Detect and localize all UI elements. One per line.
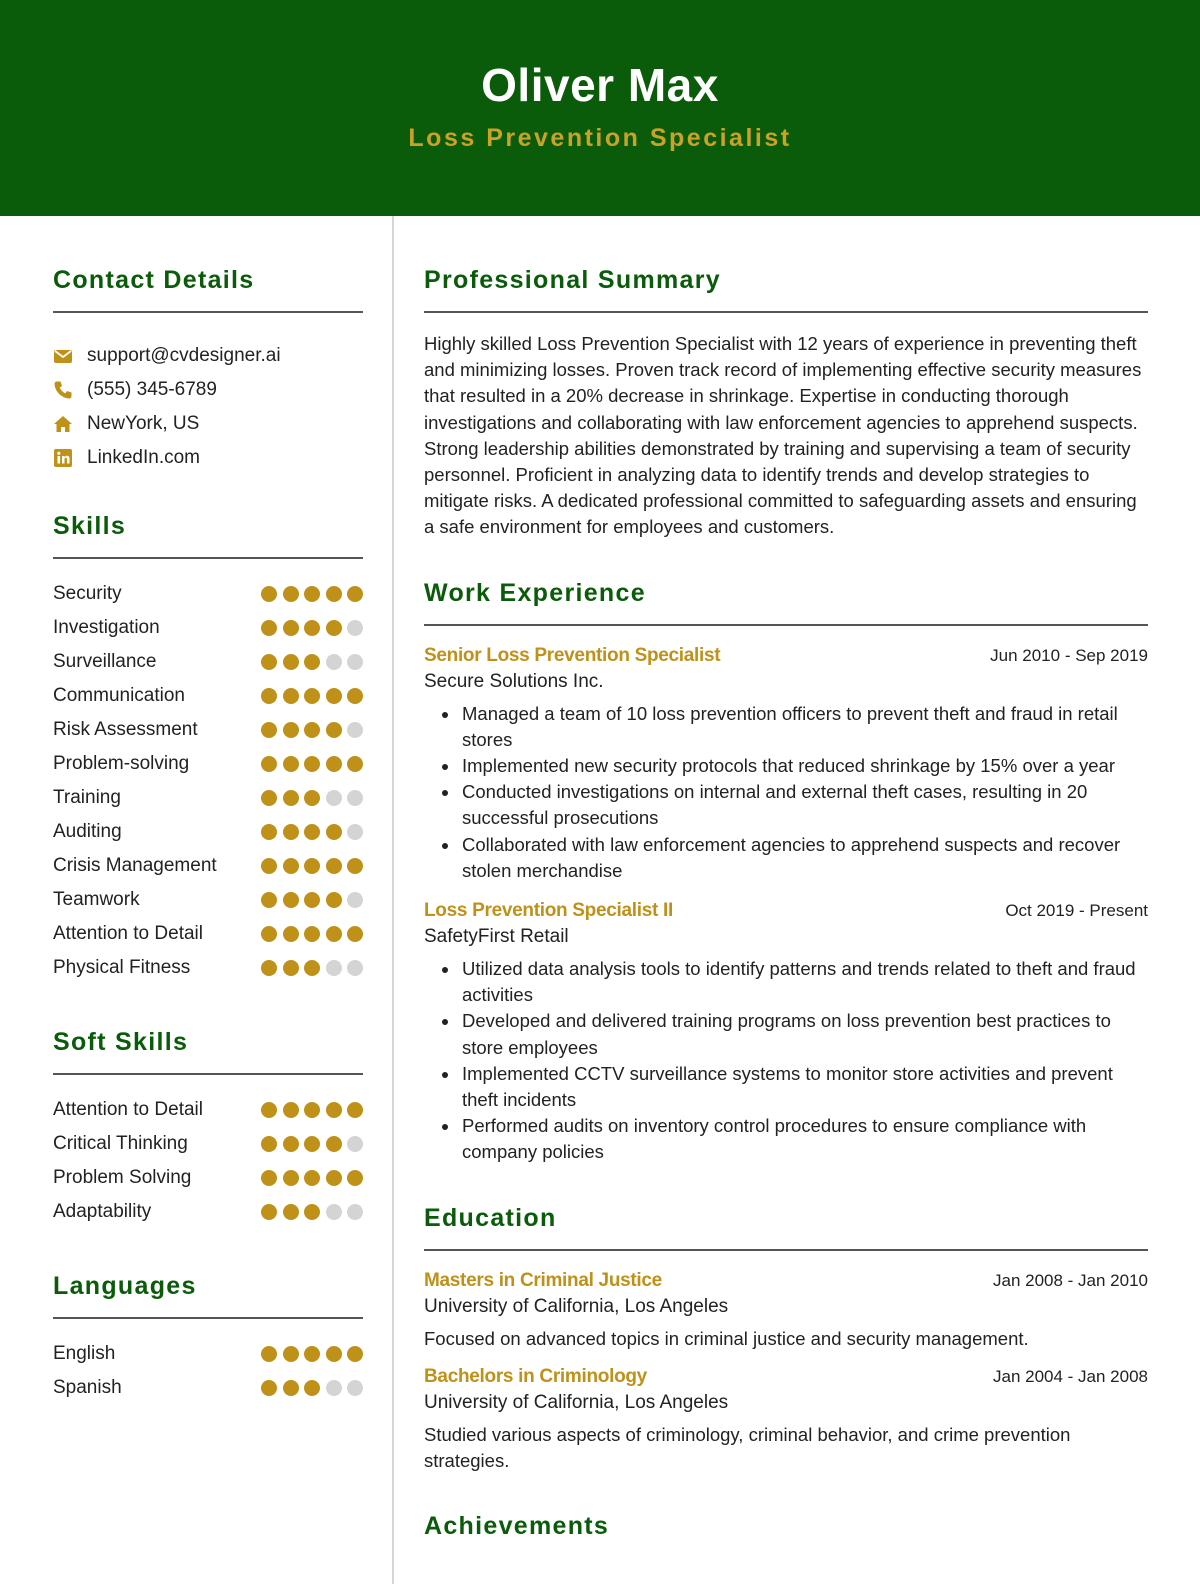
rating-dot-filled <box>326 824 342 840</box>
skill-rating <box>261 620 363 636</box>
job-title: Senior Loss Prevention Specialist <box>424 644 721 666</box>
skill-rating <box>261 1102 363 1118</box>
contact-list <box>53 339 363 475</box>
contact-email-text[interactable]: support@cvdesigner.ai <box>87 345 281 366</box>
rating-dot-filled <box>283 654 299 670</box>
skill-name: Training <box>53 787 121 808</box>
skill-rating <box>261 926 363 942</box>
soft-skills-section <box>53 1028 363 1229</box>
rating-dot-filled <box>304 892 320 908</box>
skill-row <box>53 849 363 883</box>
skill-row <box>53 1127 363 1161</box>
contact-phone[interactable] <box>53 373 363 407</box>
home-icon <box>53 414 73 434</box>
rating-dot-empty <box>347 892 363 908</box>
skill-name: Auditing <box>53 821 122 842</box>
rating-dot-filled <box>304 790 320 806</box>
rating-dot-filled <box>261 688 277 704</box>
section-title-education: Education <box>424 1203 557 1232</box>
rating-dot-filled <box>326 756 342 772</box>
rating-dot-filled <box>261 586 277 602</box>
job-bullet: Implemented new security protocols that reduced shrinkage by 15% over a year <box>438 753 1148 779</box>
skill-name: English <box>53 1343 116 1364</box>
rating-dot-filled <box>283 926 299 942</box>
rating-dot-filled <box>283 1170 299 1186</box>
rating-dot-filled <box>283 824 299 840</box>
rating-dot-filled <box>283 620 299 636</box>
education-section <box>424 1204 1148 1475</box>
skill-rating <box>261 722 363 738</box>
skill-name: Physical Fitness <box>53 957 191 978</box>
rating-dot-filled <box>261 926 277 942</box>
rating-dot-filled <box>283 688 299 704</box>
skill-row <box>53 679 363 713</box>
rating-dot-filled <box>326 926 342 942</box>
skill-name: Problem Solving <box>53 1167 192 1188</box>
education-entry <box>424 1366 1148 1474</box>
rating-dot-filled <box>326 1170 342 1186</box>
skill-name: Crisis Management <box>53 855 217 876</box>
section-title-languages: Languages <box>53 1272 197 1300</box>
skill-rating <box>261 688 363 704</box>
job-bullet: Collaborated with law enforcement agencies to apprehend suspects and recover stolen merchandise <box>438 832 1148 884</box>
left-column <box>53 216 363 1405</box>
skill-rating <box>261 1380 363 1396</box>
rating-dot-empty <box>326 1380 342 1396</box>
rating-dot-filled <box>347 1170 363 1186</box>
rating-dot-filled <box>283 858 299 874</box>
skill-row <box>53 1337 363 1371</box>
rating-dot-filled <box>261 790 277 806</box>
envelope-icon <box>53 346 73 366</box>
rating-dot-filled <box>326 1136 342 1152</box>
section-rule <box>424 1249 1148 1251</box>
rating-dot-filled <box>261 1136 277 1152</box>
column-divider <box>392 216 394 1584</box>
rating-dot-filled <box>283 1380 299 1396</box>
skill-row <box>53 1161 363 1195</box>
skill-name: Problem-solving <box>53 753 190 774</box>
resume-header <box>0 0 1200 216</box>
job-bullet: Implemented CCTV surveillance systems to monitor store activities and prevent theft incidents <box>438 1061 1148 1113</box>
skill-rating <box>261 756 363 772</box>
skill-name: Risk Assessment <box>53 719 198 740</box>
rating-dot-filled <box>261 1170 277 1186</box>
skills-section <box>53 512 363 985</box>
languages-section <box>53 1272 363 1405</box>
job-bullets <box>424 701 1148 884</box>
skill-rating <box>261 960 363 976</box>
skill-name: Adaptability <box>53 1201 152 1222</box>
rating-dot-empty <box>326 654 342 670</box>
job-company: Secure Solutions Inc. <box>424 670 604 692</box>
rating-dot-filled <box>304 1136 320 1152</box>
skill-row <box>53 815 363 849</box>
skill-rating <box>261 1204 363 1220</box>
skill-name: Critical Thinking <box>53 1133 188 1154</box>
rating-dot-filled <box>326 1102 342 1118</box>
section-title-soft-skills: Soft Skills <box>53 1028 189 1056</box>
section-title-skills: Skills <box>53 512 127 540</box>
education-dates: Jan 2008 - Jan 2010 <box>992 1270 1148 1290</box>
skill-row <box>53 611 363 645</box>
school-name: University of California, Los Angeles <box>424 1391 729 1413</box>
section-rule <box>53 1073 363 1075</box>
rating-dot-filled <box>304 926 320 942</box>
job-bullets <box>424 956 1148 1166</box>
skill-rating <box>261 1346 363 1362</box>
rating-dot-filled <box>304 586 320 602</box>
rating-dot-filled <box>261 756 277 772</box>
job-company: SafetyFirst Retail <box>424 926 569 948</box>
skills-list <box>53 577 363 985</box>
contact-email[interactable] <box>53 339 363 373</box>
skill-rating <box>261 858 363 874</box>
rating-dot-empty <box>347 722 363 738</box>
skill-rating <box>261 892 363 908</box>
education-description: Focused on advanced topics in criminal justice and security management. <box>424 1327 1029 1349</box>
section-rule <box>424 624 1148 626</box>
rating-dot-filled <box>283 1346 299 1362</box>
skill-name: Teamwork <box>53 889 140 910</box>
skill-rating <box>261 586 363 602</box>
rating-dot-filled <box>326 620 342 636</box>
rating-dot-filled <box>347 1102 363 1118</box>
rating-dot-filled <box>304 824 320 840</box>
rating-dot-filled <box>304 1170 320 1186</box>
rating-dot-filled <box>283 790 299 806</box>
rating-dot-filled <box>326 586 342 602</box>
rating-dot-filled <box>304 858 320 874</box>
skill-name: Security <box>53 583 122 604</box>
experience-section <box>424 579 1148 1166</box>
rating-dot-filled <box>261 620 277 636</box>
rating-dot-empty <box>347 654 363 670</box>
rating-dot-filled <box>347 926 363 942</box>
skill-name: Investigation <box>53 617 160 638</box>
degree-title: Masters in Criminal Justice <box>424 1269 662 1291</box>
linkedin-icon <box>53 448 73 468</box>
rating-dot-filled <box>347 858 363 874</box>
rating-dot-filled <box>283 586 299 602</box>
job-bullet: Developed and delivered training programs on loss prevention best practices to store employees <box>438 1008 1148 1060</box>
summary-section <box>424 266 1148 541</box>
rating-dot-filled <box>304 1380 320 1396</box>
rating-dot-filled <box>261 892 277 908</box>
skill-rating <box>261 654 363 670</box>
job-bullet: Performed audits on inventory control procedures to ensure compliance with company policies <box>438 1113 1148 1165</box>
job-bullet: Conducted investigations on internal and external theft cases, resulting in 20 successful prosecutions <box>438 779 1148 831</box>
skill-rating <box>261 824 363 840</box>
rating-dot-empty <box>347 620 363 636</box>
rating-dot-empty <box>347 824 363 840</box>
skill-row <box>53 917 363 951</box>
rating-dot-filled <box>261 654 277 670</box>
contact-location <box>53 407 363 441</box>
skill-row <box>53 747 363 781</box>
rating-dot-empty <box>347 790 363 806</box>
skill-row <box>53 951 363 985</box>
skill-rating <box>261 1136 363 1152</box>
contact-linkedin[interactable] <box>53 441 363 475</box>
job-dates: Jun 2010 - Sep 2019 <box>990 645 1148 665</box>
contact-linkedin-text[interactable]: LinkedIn.com <box>87 447 201 468</box>
job-bullet: Utilized data analysis tools to identify patterns and trends related to theft and fraud activities <box>438 956 1148 1008</box>
contact-phone-text[interactable]: (555) 345-6789 <box>87 379 217 400</box>
skill-name: Surveillance <box>53 651 157 672</box>
section-rule <box>424 311 1148 313</box>
skill-name: Communication <box>53 685 185 706</box>
section-title-summary: Professional Summary <box>424 266 721 294</box>
rating-dot-filled <box>261 858 277 874</box>
rating-dot-empty <box>347 1204 363 1220</box>
rating-dot-filled <box>261 1204 277 1220</box>
rating-dot-filled <box>304 960 320 976</box>
skill-rating <box>261 1170 363 1186</box>
rating-dot-filled <box>261 722 277 738</box>
rating-dot-filled <box>326 1346 342 1362</box>
rating-dot-filled <box>304 620 320 636</box>
rating-dot-filled <box>261 960 277 976</box>
candidate-title: Loss Prevention Specialist <box>408 124 792 152</box>
rating-dot-filled <box>304 756 320 772</box>
section-rule <box>53 557 363 559</box>
job-title: Loss Prevention Specialist II <box>424 900 673 922</box>
rating-dot-empty <box>326 790 342 806</box>
rating-dot-filled <box>283 722 299 738</box>
rating-dot-filled <box>326 688 342 704</box>
phone-icon <box>53 380 73 400</box>
section-rule <box>53 1317 363 1319</box>
rating-dot-empty <box>347 960 363 976</box>
contact-location-text: NewYork, US <box>87 413 200 434</box>
school-name: University of California, Los Angeles <box>424 1295 729 1317</box>
rating-dot-filled <box>304 722 320 738</box>
rating-dot-filled <box>304 654 320 670</box>
skill-row <box>53 883 363 917</box>
candidate-name: Oliver Max <box>481 59 719 111</box>
rating-dot-filled <box>304 1204 320 1220</box>
rating-dot-filled <box>347 688 363 704</box>
rating-dot-empty <box>347 1136 363 1152</box>
skill-name: Attention to Detail <box>53 1099 203 1120</box>
contact-section <box>53 266 363 475</box>
job-bullet: Managed a team of 10 loss prevention officers to prevent theft and fraud in retail stores <box>438 701 1148 753</box>
rating-dot-filled <box>326 722 342 738</box>
skill-row <box>53 1093 363 1127</box>
rating-dot-empty <box>347 1380 363 1396</box>
rating-dot-filled <box>261 1102 277 1118</box>
soft-skills-list <box>53 1093 363 1229</box>
skill-name: Attention to Detail <box>53 923 203 944</box>
rating-dot-filled <box>326 858 342 874</box>
skill-row <box>53 645 363 679</box>
rating-dot-filled <box>347 1346 363 1362</box>
skill-row <box>53 713 363 747</box>
section-title-achievements: Achievements <box>424 1512 610 1541</box>
rating-dot-filled <box>261 1346 277 1362</box>
education-dates: Jan 2004 - Jan 2008 <box>992 1366 1148 1386</box>
rating-dot-filled <box>347 756 363 772</box>
rating-dot-filled <box>283 960 299 976</box>
job-entry <box>424 645 1148 884</box>
rating-dot-filled <box>261 824 277 840</box>
education-description: Studied various aspects of criminology, criminal behavior, and crime prevention strategies. <box>424 1423 1071 1472</box>
skill-row <box>53 781 363 815</box>
rating-dot-filled <box>326 892 342 908</box>
skill-row <box>53 1195 363 1229</box>
job-dates: Oct 2019 - Present <box>1005 901 1148 921</box>
rating-dot-empty <box>326 960 342 976</box>
achievements-section <box>424 1512 1148 1541</box>
rating-dot-filled <box>347 586 363 602</box>
skill-rating <box>261 790 363 806</box>
section-title-contact: Contact Details <box>53 266 255 294</box>
skill-row <box>53 1371 363 1405</box>
rating-dot-filled <box>304 1346 320 1362</box>
education-entry <box>424 1270 1148 1352</box>
rating-dot-filled <box>304 688 320 704</box>
rating-dot-empty <box>326 1204 342 1220</box>
summary-text: Highly skilled Loss Prevention Specialist with 12 years of experience in preventing theft and minimizing losses. Proven track record of implementing effective security measures that resulted in a 20% decrease in shrinkage. Expertise in conducting thorough investigations and collaborating with law enforcement agencies to apprehend suspects. Strong leadership abilities demonstrated by training and supervising a team of security personnel. Proficient in analyzing data to identify trends and develop strategies to mitigate risks. A dedicated professional committed to safeguarding assets and ensuring a safe environment for employees and customers. <box>424 333 1142 538</box>
rating-dot-filled <box>283 1136 299 1152</box>
section-title-experience: Work Experience <box>424 578 646 607</box>
skill-name: Spanish <box>53 1377 122 1398</box>
rating-dot-filled <box>283 892 299 908</box>
languages-list <box>53 1337 363 1405</box>
degree-title: Bachelors in Criminology <box>424 1365 647 1387</box>
rating-dot-filled <box>283 1102 299 1118</box>
job-entry <box>424 900 1148 1166</box>
section-rule <box>53 311 363 313</box>
rating-dot-filled <box>283 1204 299 1220</box>
rating-dot-filled <box>304 1102 320 1118</box>
right-column <box>424 216 1148 1541</box>
rating-dot-filled <box>261 1380 277 1396</box>
rating-dot-filled <box>283 756 299 772</box>
skill-row <box>53 577 363 611</box>
